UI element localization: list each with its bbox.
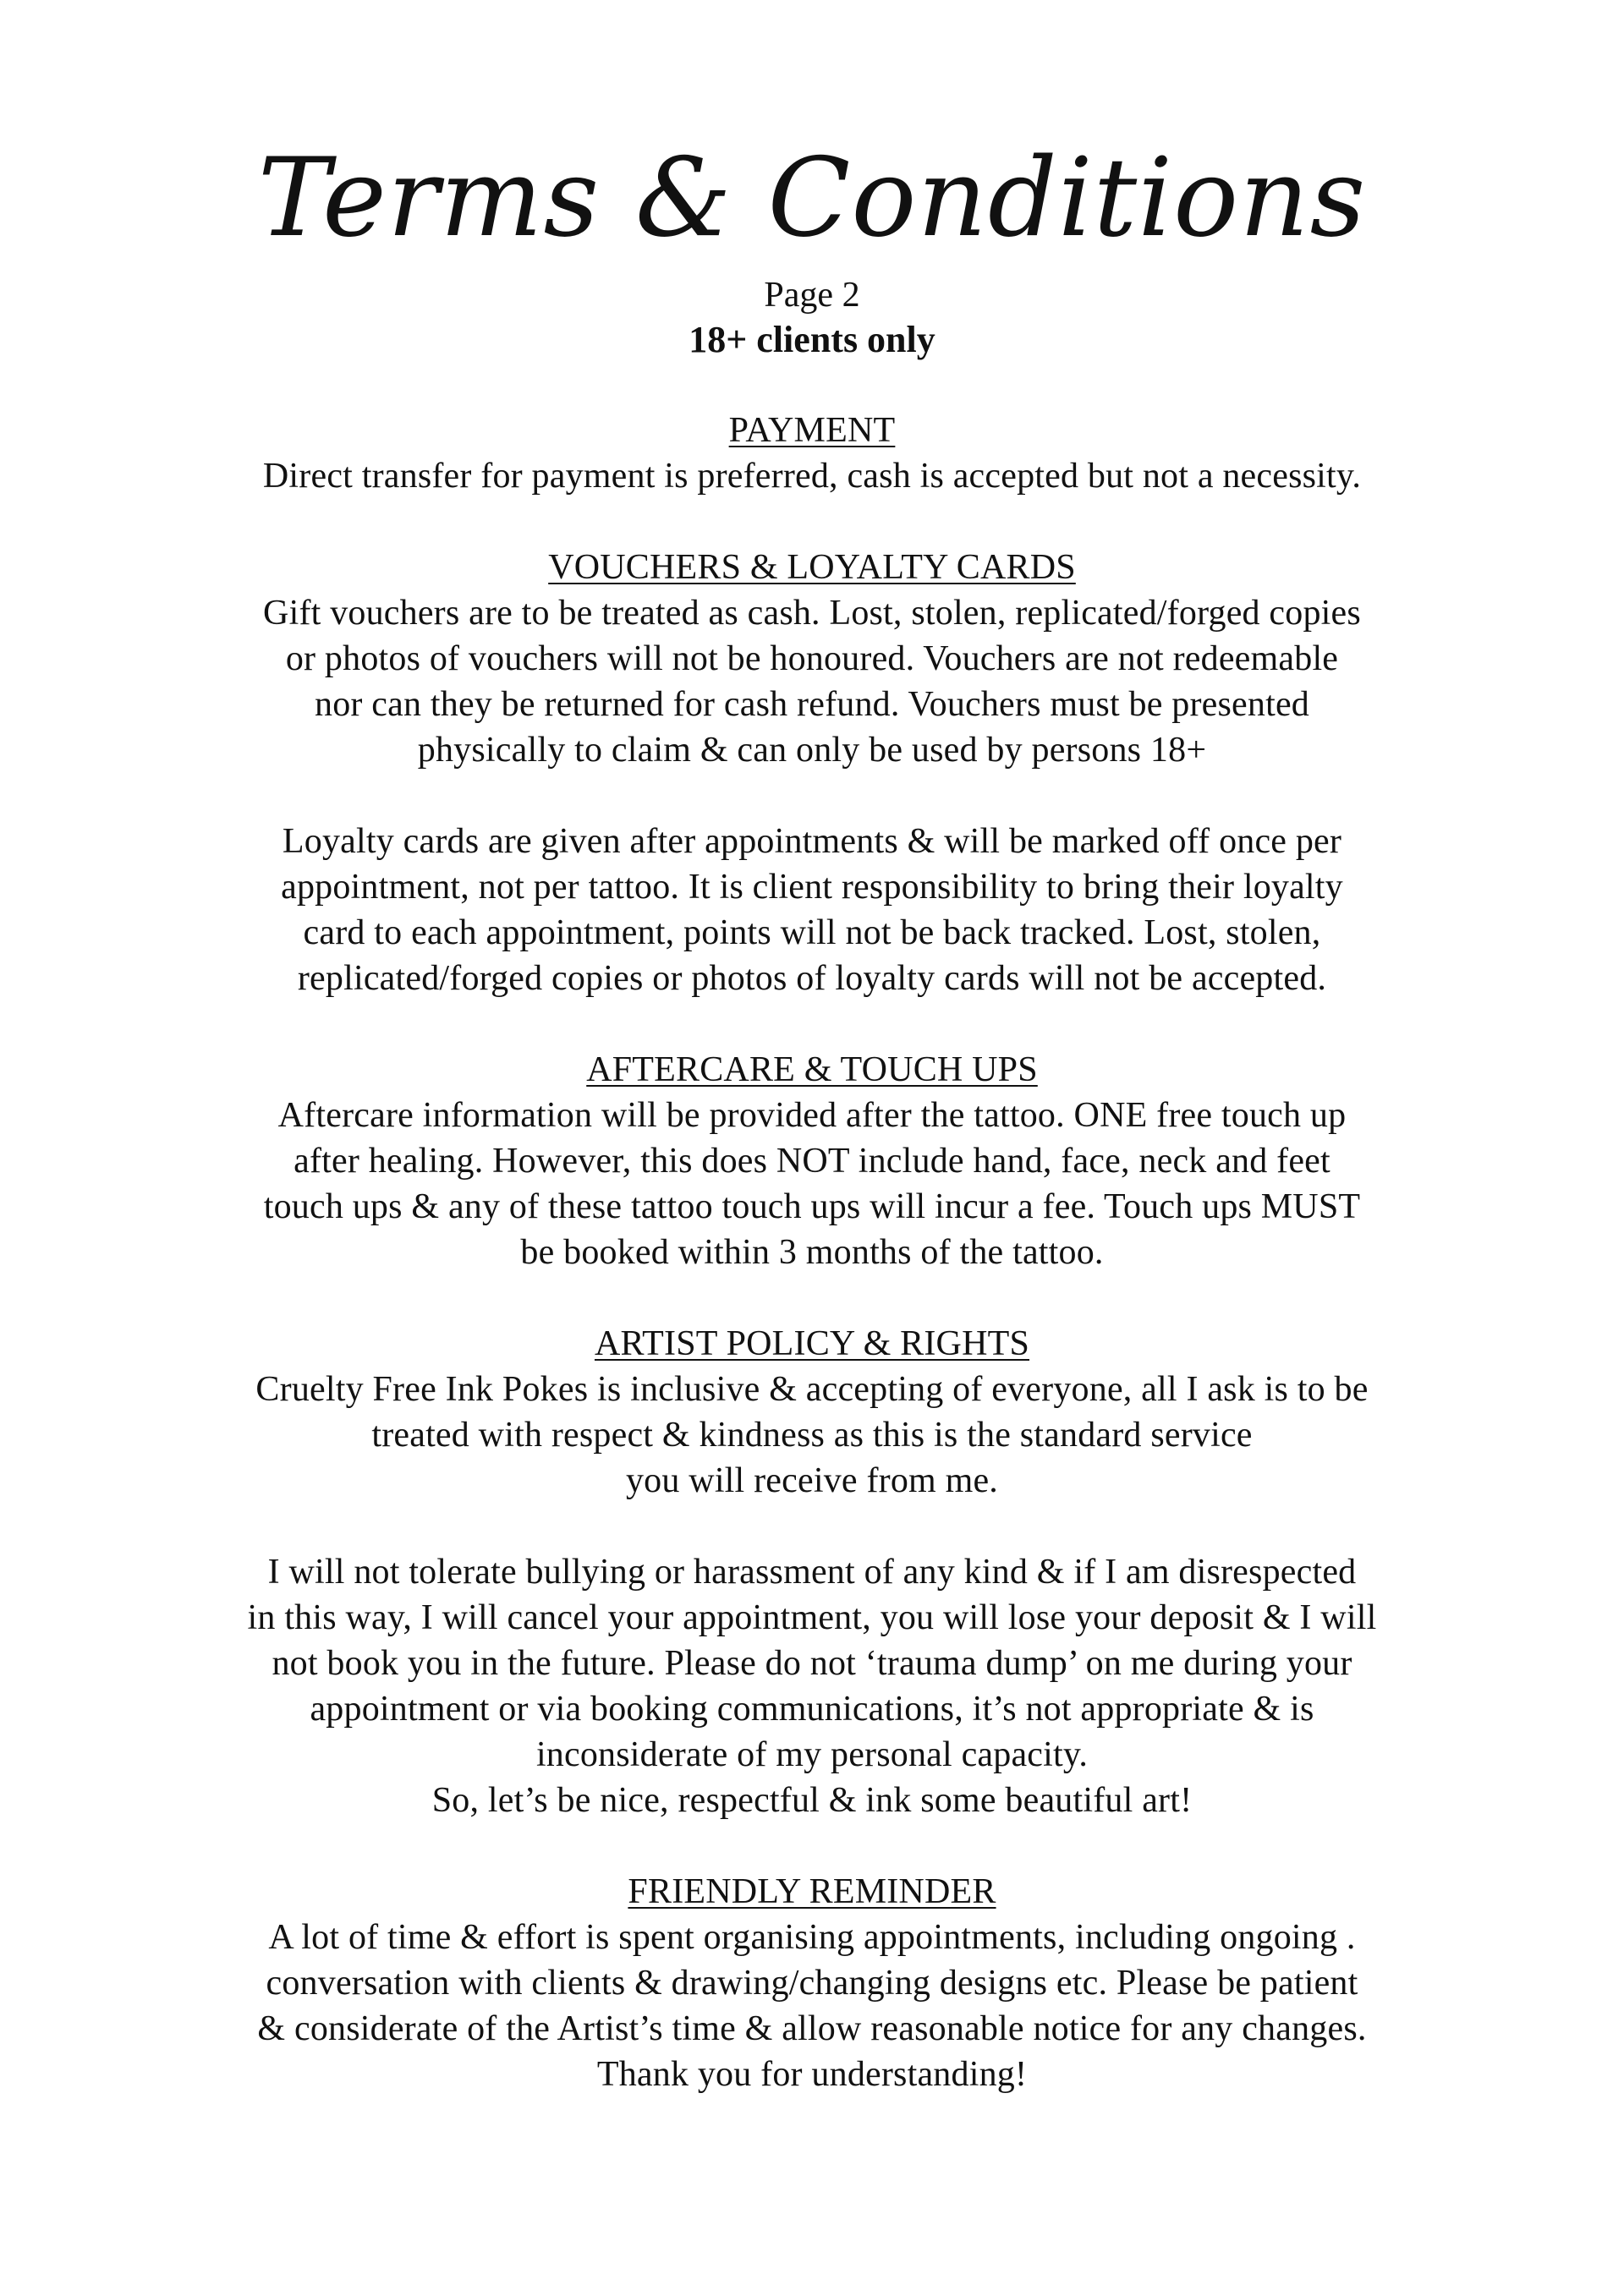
text-line: Aftercare information will be provided after the tattoo. ONE free touch up xyxy=(277,1096,1347,1135)
aftercare-section xyxy=(135,1047,1489,1275)
text-line: & considerate of the Artist’s time & allow reasonable notice for any changes. xyxy=(257,2009,1367,2048)
text-line: card to each appointment, points will not be back tracked. Lost, stolen, xyxy=(303,913,1321,952)
loyalty-paragraph xyxy=(135,819,1489,1001)
section-heading: AFTERCARE & TOUCH UPS xyxy=(586,1050,1038,1089)
page-number: Page 2 xyxy=(764,276,860,315)
text-line: Cruelty Free Ink Pokes is inclusive & accepting of everyone, all I ask is to be xyxy=(255,1370,1369,1409)
section-heading: PAYMENT xyxy=(728,411,896,450)
text-line: So, let’s be nice, respectful & ink some beautiful art! xyxy=(431,1781,1193,1820)
artist-policy-section xyxy=(135,1321,1489,1823)
page-title: Terms & Conditions xyxy=(257,135,1367,261)
text-line: Direct transfer for payment is preferred, cash is accepted but not a necessity. xyxy=(262,457,1362,496)
text-line: replicated/forged copies or photos of loyalty cards will not be accepted. xyxy=(297,959,1327,998)
text-line: after healing. However, this does NOT include hand, face, neck and feet xyxy=(294,1142,1330,1181)
paragraph-gap xyxy=(135,1504,1489,1549)
text-line: not book you in the future. Please do not ‘trauma dump’ on me during your xyxy=(272,1644,1352,1683)
text-line: Loyalty cards are given after appointments & will be marked off once per xyxy=(282,822,1342,861)
friendly-reminder-section xyxy=(135,1869,1489,2097)
section-heading: VOUCHERS & LOYALTY CARDS xyxy=(548,548,1076,587)
conduct-paragraph xyxy=(135,1549,1489,1823)
text-line: treated with respect & kindness as this is the standard service xyxy=(371,1416,1253,1455)
text-line: Gift vouchers are to be treated as cash. Lost, stolen, replicated/forged copies xyxy=(263,594,1361,633)
text-line: you will receive from me. xyxy=(625,1461,998,1500)
age-requirement: 18+ clients only xyxy=(689,319,935,360)
text-line: I will not tolerate bullying or harassment of any kind & if I am disrespected xyxy=(267,1553,1357,1592)
text-line: appointment, not per tattoo. It is client responsibility to bring their loyalty xyxy=(281,868,1343,907)
text-line: appointment or via booking communications, it’s not appropriate & is xyxy=(310,1690,1314,1729)
section-heading: ARTIST POLICY & RIGHTS xyxy=(594,1324,1030,1363)
text-line: conversation with clients & drawing/changing designs etc. Please be patient xyxy=(266,1964,1358,2003)
text-line: or photos of vouchers will not be honoured. Vouchers are not redeemable xyxy=(285,639,1339,678)
inclusivity-paragraph xyxy=(135,1367,1489,1504)
terms-body xyxy=(135,408,1489,2143)
section-heading: FRIENDLY REMINDER xyxy=(628,1872,996,1911)
vouchers-paragraph xyxy=(135,590,1489,773)
paragraph-gap xyxy=(135,773,1489,819)
vouchers-loyalty-section xyxy=(135,545,1489,1001)
text-line: A lot of time & effort is spent organising appointments, including ongoing . xyxy=(268,1918,1356,1957)
text-line: physically to claim & can only be used by persons 18+ xyxy=(417,731,1207,770)
text-line: in this way, I will cancel your appointment, you will lose your deposit & I will xyxy=(247,1598,1377,1637)
text-line: inconsiderate of my personal capacity. xyxy=(535,1735,1089,1774)
text-line: touch ups & any of these tattoo touch ups will incur a fee. Touch ups MUST xyxy=(263,1187,1361,1226)
payment-section xyxy=(135,408,1489,499)
text-line: nor can they be returned for cash refund. Vouchers must be presented xyxy=(315,685,1309,724)
text-line: Thank you for understanding! xyxy=(596,2055,1028,2094)
text-line: be booked within 3 months of the tattoo. xyxy=(520,1233,1104,1272)
